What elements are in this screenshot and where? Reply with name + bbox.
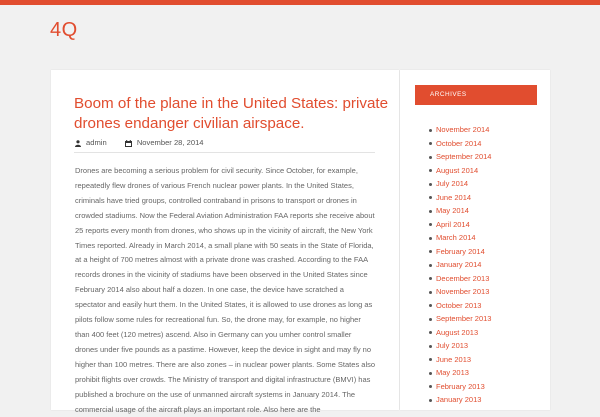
post-body: Drones are becoming a serious problem for civil security. Since October, for example, repeatedly flew drones of various French nuclear power plants. In the United States, criminals have tried groups, controlled contraband in prisons to transport or drones in crowded stadiums. Now the Federal Aviation Administration FAA reports she receive about 25 reports every month from drones, who shows up in the vicinity of aircraft, the New York Times reported. Already in March 2014, a small plane with 50 seats in the State of Florida, at a height of 700 metres almost with a private drone was crashed. According to the FAA records drones in the vicinity of stadiums have been observed in the United States since February 2014 also about half a dozen. In one case, the device have scratched a spectator and easily hurt them. In the United States, it is allowed to use drones as long as pilots follow some rules for recreational fun. So, the drone may, for example, no higher than 400 feet (120 metres) ascend. Also in Germany can you umher control smaller drones under five pounds as a pastime. However, keep the device in sight and may fly no higher than 100 metres. There are also zones – in nuclear power plants. Some States also prohibit flights over crowds. The Ministry of transport and digital infrastructure (BMVI) has published a brochure on the use of unmanned aircraft systems in January 2014. The commercial usage of the aircraft plays an important role. Also here are the [75,166,376,414]
archive-link[interactable]: March 2014 [436,231,491,245]
archive-link[interactable]: November 2014 [436,123,491,137]
archive-link[interactable]: June 2014 [436,191,491,205]
archive-link[interactable]: January 2014 [436,258,491,272]
archive-link[interactable]: August 2014 [436,164,491,178]
archive-link[interactable]: May 2014 [436,204,491,218]
archive-link[interactable]: October 2014 [436,137,491,151]
top-accent-bar [0,0,600,5]
calendar-icon [125,140,132,147]
archive-link[interactable]: December 2013 [436,272,491,286]
archive-link[interactable]: August 2013 [436,326,491,340]
archive-link[interactable]: October 2013 [436,299,491,313]
archive-link[interactable]: February 2013 [436,380,491,394]
archives-widget-title: ARCHIVES [415,85,537,105]
user-icon [75,140,81,147]
archive-link[interactable]: April 2014 [436,218,491,232]
post-date-text: November 28, 2014 [136,138,204,147]
sidebar [400,70,550,410]
meta-divider [74,152,375,153]
site-title-link[interactable]: 4Q [50,19,78,41]
archive-link[interactable]: September 2014 [436,150,491,164]
post-author[interactable] [75,138,107,148]
archive-link[interactable]: November 2013 [436,285,491,299]
archive-link[interactable]: September 2013 [436,312,491,326]
archives-list [436,123,491,407]
post-date[interactable] [125,138,204,148]
archive-link[interactable]: January 2013 [436,393,491,407]
archive-link[interactable]: June 2013 [436,353,491,367]
post-title[interactable]: Boom of the plane in the United States: private drones endanger civilian airspace. [74,95,389,132]
post-meta [75,138,375,150]
archive-link[interactable]: May 2013 [436,366,491,380]
archive-link[interactable]: July 2014 [436,177,491,191]
post-card [51,70,399,414]
archive-link[interactable]: July 2013 [436,339,491,353]
author-name: admin [86,138,107,147]
archive-link[interactable]: February 2014 [436,245,491,259]
